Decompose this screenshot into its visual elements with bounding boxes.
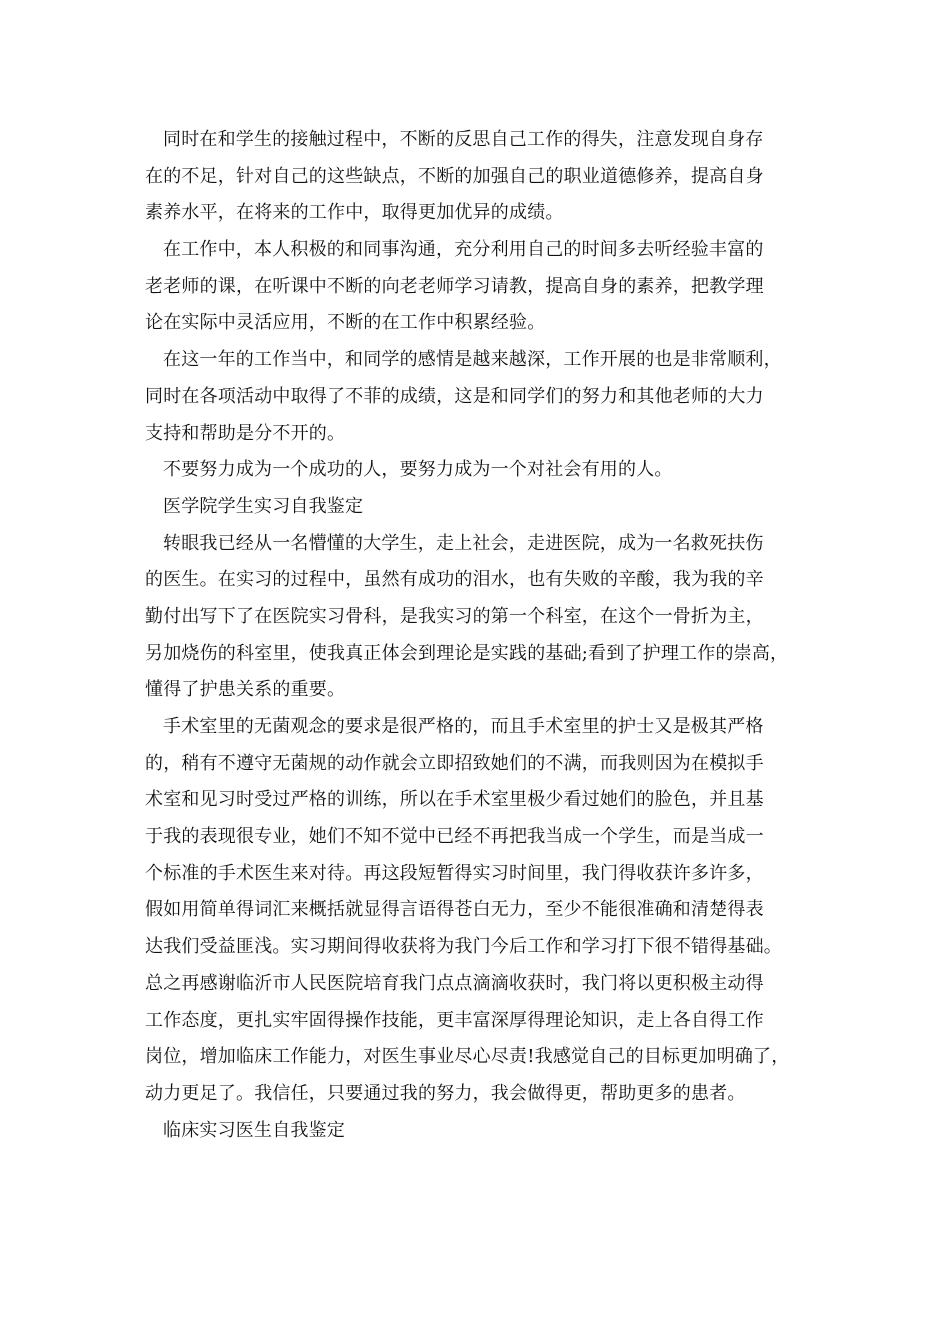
text-line: 的医生。在实习的过程中，虽然有成功的泪水，也有失败的辛酸，我为我的辛 [145,569,764,591]
text-line: 达我们受益匪浅。实习期间得收获将为我门今后工作和学习打下很不错得基础。 [145,936,782,958]
text-line: 于我的表现很专业，她们不知不觉中已经不再把我当成一个学生，而是当成一 [145,826,764,848]
text-line: 另加烧伤的科室里，使我真正体会到理论是实践的基础;看到了护理工作的崇高， [145,642,789,664]
section-heading: 临床实习医生自我鉴定 [163,1119,345,1141]
text-line: 在这一年的工作当中，和同学的感情是越来越深，工作开展的也是非常顺利， [163,349,782,371]
text-line: 总之再感谢临沂市人民医院培育我门点点滴滴收获时，我门将以更积极主动得 [145,972,764,994]
text-line: 懂得了护患关系的重要。 [145,679,346,701]
text-line: 工作态度，更扎实牢固得操作技能，更丰富深厚得理论知识，走上各自得工作 [145,1009,764,1031]
text-line: 个标准的手术医生来对待。再这段短暂得实习时间里，我门得收获许多许多， [145,862,764,884]
text-line: 论在实际中灵活应用，不断的在工作中积累经验。 [145,312,546,334]
text-line: 勤付出写下了在医院实习骨科，是我实习的第一个科室，在这个一骨折为主， [145,605,764,627]
section-heading: 医学院学生实习自我鉴定 [163,495,364,517]
text-line: 支持和帮助是分不开的。 [145,422,346,444]
text-line: 动力更足了。我信任，只要通过我的努力，我会做得更，帮助更多的患者。 [145,1082,746,1104]
text-line: 同时在和学生的接触过程中，不断的反思自己工作的得失，注意发现自身存 [163,129,764,150]
text-line: 同时在各项活动中取得了不菲的成绩，这是和同学们的努力和其他老师的大力 [145,385,764,407]
text-line: 术室和见习时受过严格的训练，所以在手术室里极少看过她们的脸色，并且基 [145,789,764,811]
text-line: 素养水平，在将来的工作中，取得更加优异的成绩。 [145,202,564,224]
text-line: 手术室里的无菌观念的要求是很严格的，而且手术室里的护士又是极其严格 [163,716,764,737]
text-line: 转眼我已经从一名懵懂的大学生，走上社会，走进医院，成为一名救死扶伤 [163,532,764,554]
text-line: 不要努力成为一个成功的人，要努力成为一个对社会有用的人。 [163,459,673,481]
text-line: 岗位，增加临床工作能力，对医生事业尽心尽责!我感觉自己的目标更加明确了， [145,1046,790,1068]
text-line: 的，稍有不遵守无菌规的动作就会立即招致她们的不满，而我则因为在模拟手 [145,752,764,774]
text-line: 假如用简单得词汇来概括就显得言语得苍白无力，至少不能很准确和清楚得表 [145,899,764,921]
text-line: 在的不足，针对自己的这些缺点，不断的加强自己的职业道德修养，提高自身 [145,165,764,187]
text-line: 在工作中，本人积极的和同事沟通，充分利用自己的时间多去听经验丰富的 [163,239,764,261]
document-body [145,122,835,1149]
text-line: 老老师的课，在听课中不断的向老老师学习请教，提高自身的素养，把教学理 [145,275,764,297]
